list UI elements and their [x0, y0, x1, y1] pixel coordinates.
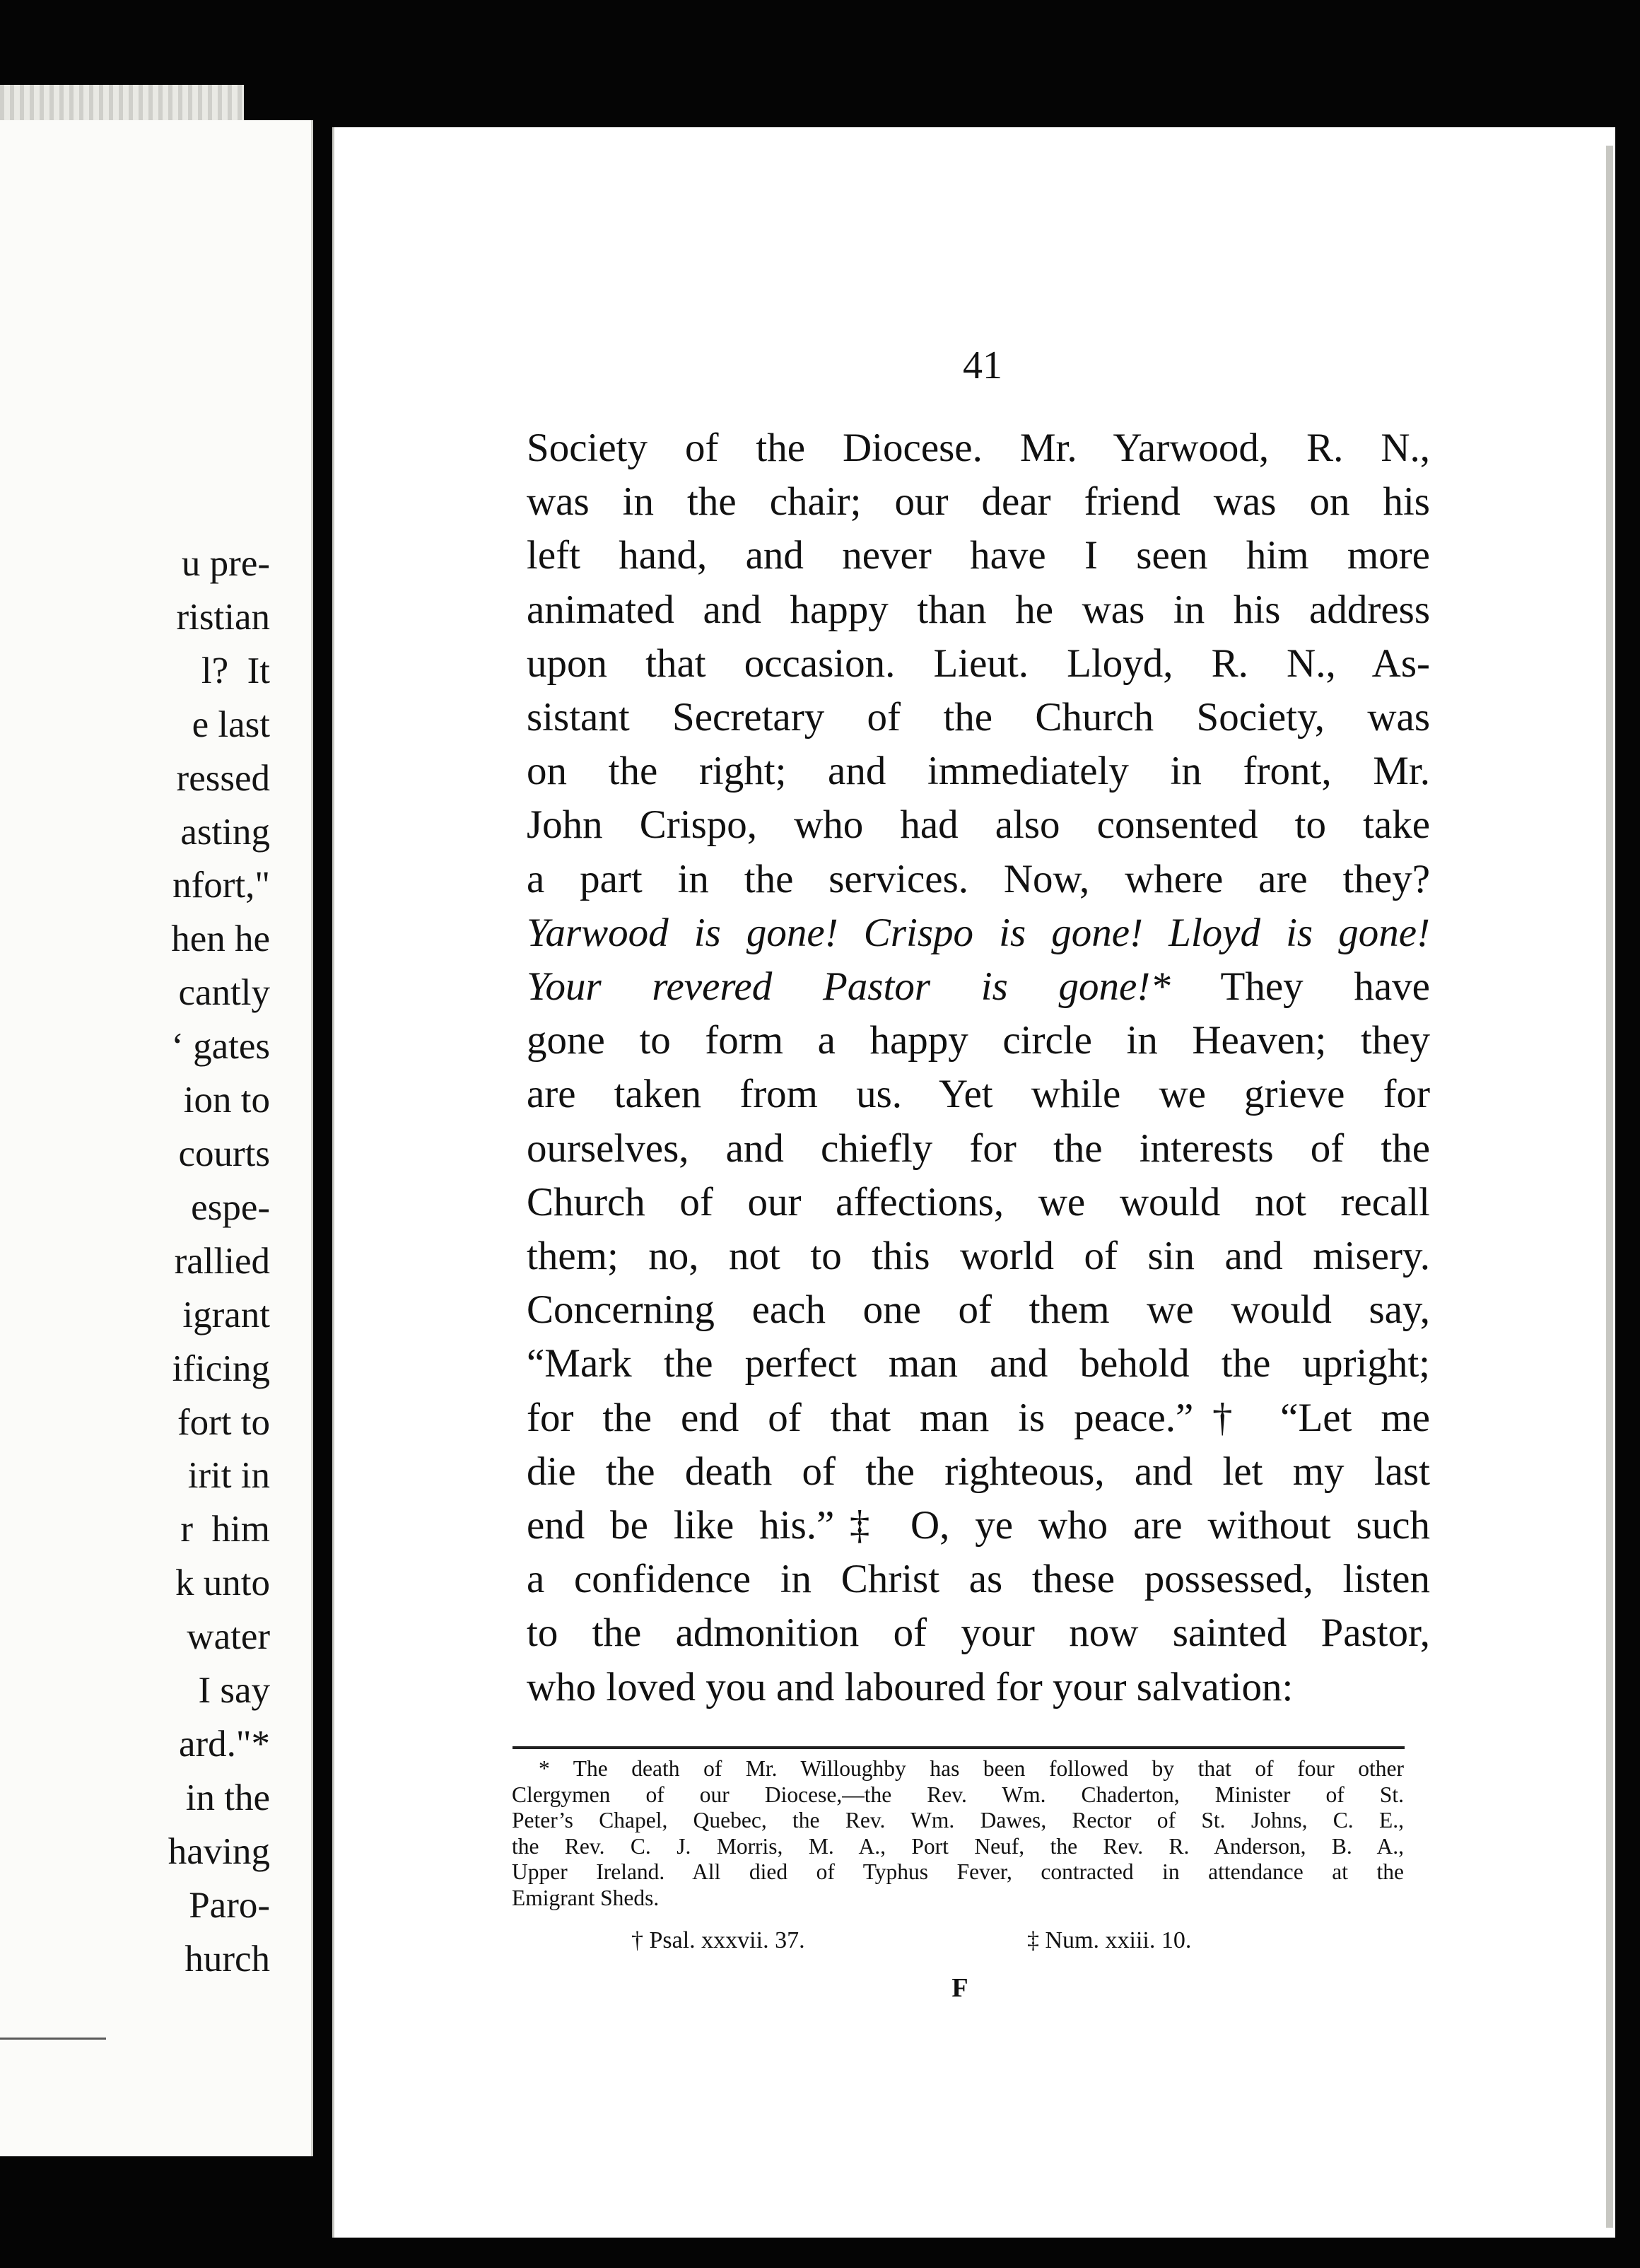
body-line: to the admonition of your now sainted Pastor,	[527, 1611, 1430, 1656]
left-page-line: having	[168, 1830, 270, 1872]
left-page	[0, 120, 313, 2156]
body-line: Concerning each one of them we would say,	[527, 1287, 1430, 1333]
footnote-line: Clergymen of our Diocese,—the Rev. Wm. Chaderton, Minister of St.	[512, 1782, 1404, 1807]
numbers-reference: ‡ Num. xxiii. 10.	[1027, 1927, 1192, 1953]
footnote-line: Upper Ireland. All died of Typhus Fever, contracted in attendance at the	[512, 1859, 1404, 1884]
left-page-line: ressed	[176, 757, 270, 799]
left-page-line: ion to	[183, 1080, 270, 1121]
body-line-italic-part: Your revered Pastor is gone!*	[527, 964, 1171, 1010]
body-text	[527, 421, 1430, 1714]
left-page-line: r him	[180, 1509, 270, 1550]
left-page-line: water	[187, 1616, 270, 1658]
body-line: upon that occasion. Lieut. Lloyd, R. N., As-	[527, 641, 1430, 686]
body-line: end be like his.”‡ O, ye who are without such	[527, 1503, 1430, 1548]
left-page-line: e last	[192, 703, 270, 745]
body-line-roman-part: They have	[1220, 964, 1430, 1010]
left-page-line: Paro-	[189, 1884, 270, 1926]
footnote-line: Emigrant Sheds.	[512, 1885, 660, 1910]
body-line: a part in the services. Now, where are they?	[527, 856, 1430, 901]
body-line: animated and happy than he was in his address	[527, 587, 1430, 632]
body-line: for the end of that man is peace.”† “Let me	[527, 1395, 1430, 1440]
page-number: 41	[963, 344, 1002, 387]
body-line: sistant Secretary of the Church Society, was	[527, 695, 1430, 740]
footnote-rule	[512, 1746, 1405, 1749]
body-line: “Mark the perfect man and behold the upright;	[527, 1341, 1430, 1386]
left-page-line: ‘ gates	[171, 1026, 270, 1068]
left-page-line: hurch	[184, 1938, 270, 1980]
signature-mark: F	[951, 1973, 968, 2003]
body-line: die the death of the righteous, and let my last	[527, 1449, 1430, 1494]
left-page-line: hen he	[171, 918, 270, 960]
left-page-line: courts	[178, 1133, 270, 1174]
footnote-line: the Rev. C. J. Morris, M. A., Port Neuf, the Rev. R. Anderson, B. A.,	[512, 1833, 1404, 1859]
left-page-line: irit in	[187, 1455, 270, 1497]
left-page-line: k unto	[175, 1562, 270, 1604]
body-line: left hand, and never have I seen him more	[527, 533, 1430, 578]
left-page-line: in the	[185, 1777, 270, 1818]
body-line: who loved you and laboured for your salvation:	[527, 1664, 1294, 1709]
left-page-line: u pre-	[181, 543, 270, 584]
left-page-line: ristian	[176, 596, 270, 638]
body-line: Church of our affections, we would not recall	[527, 1179, 1430, 1224]
body-line: them; no, not to this world of sin and misery.	[527, 1234, 1430, 1279]
left-page-line: I say	[198, 1670, 270, 1712]
left-page-line: l? It	[201, 650, 270, 691]
body-line: Society of the Diocese. Mr. Yarwood, R. N.,	[527, 426, 1430, 470]
left-page-line: asting	[180, 811, 270, 853]
body-line: was in the chair; our dear friend was on his	[527, 479, 1430, 525]
left-page-line: espe-	[191, 1186, 270, 1228]
left-page-line: ard."*	[178, 1723, 270, 1765]
left-page-line: rallied	[174, 1240, 270, 1282]
psalm-reference: † Psal. xxxvii. 37.	[631, 1927, 805, 1953]
footnote-line: Peter’s Chapel, Quebec, the Rev. Wm. Dawes, Rector of St. Johns, C. E.,	[512, 1808, 1404, 1832]
body-line: on the right; and immediately in front, Mr.	[527, 749, 1430, 794]
footnote	[512, 1756, 1404, 1911]
body-line: John Crispo, who had also consented to take	[527, 802, 1430, 848]
left-page-line: cantly	[178, 972, 270, 1014]
body-line-italic: Yarwood is gone! Crispo is gone! Lloyd is gone!	[527, 910, 1430, 955]
left-page-line: fort to	[177, 1401, 270, 1443]
body-line: ourselves, and chiefly for the interests of the	[527, 1126, 1430, 1171]
right-page-edge	[1606, 146, 1613, 2228]
left-footnote-rule	[0, 2038, 106, 2040]
body-line: are taken from us. Yet while we grieve for	[527, 1072, 1430, 1117]
left-page-line: nfort,"	[172, 865, 270, 906]
body-line-mixed	[527, 960, 1430, 1014]
body-line: a confidence in Christ as these possessed, listen	[527, 1557, 1430, 1602]
left-page-line: ificing	[172, 1348, 270, 1389]
footnote-line: * The death of Mr. Willoughby has been followed by that of four other	[539, 1756, 1404, 1781]
body-line: gone to form a happy circle in Heaven; they	[527, 1018, 1430, 1063]
left-page-edge-strip	[0, 85, 244, 120]
left-page-line: igrant	[182, 1294, 270, 1335]
left-page-text	[168, 537, 270, 1986]
